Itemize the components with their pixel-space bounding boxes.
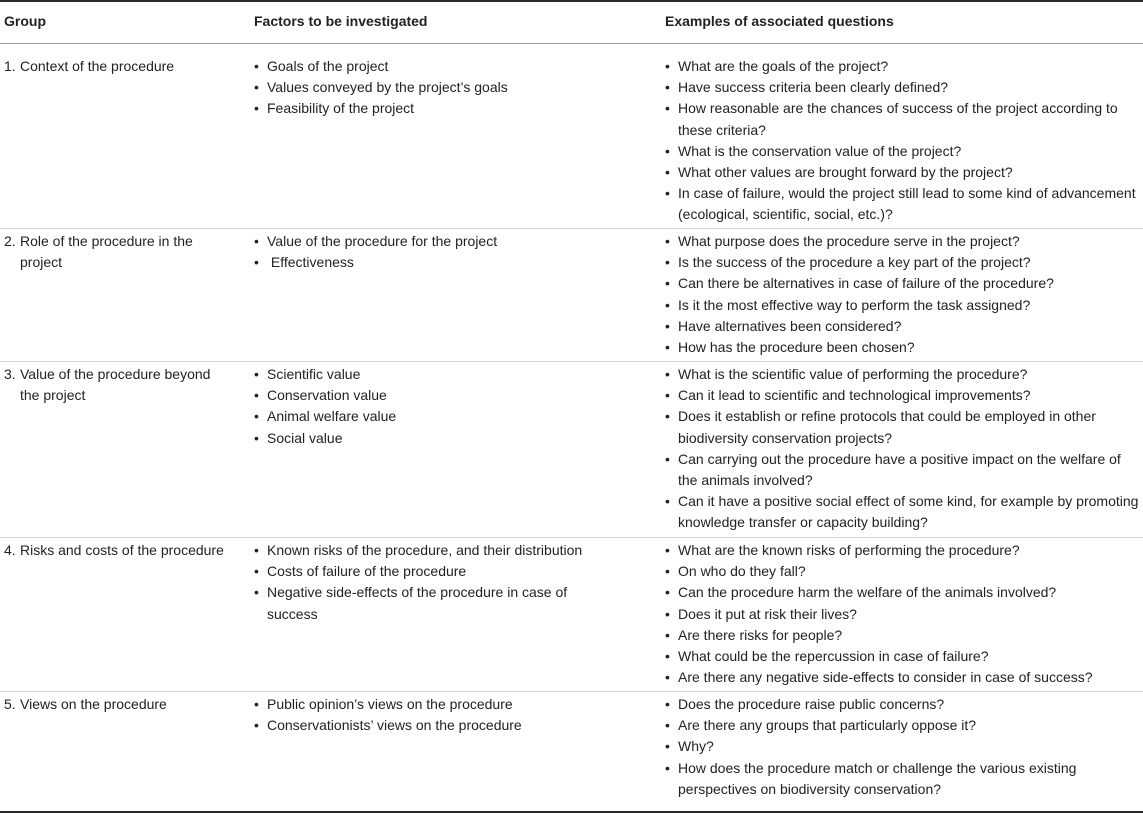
question-item: • Does it establish or refine protocols that could be employed in other biodiversity conservation projects?: [665, 408, 1096, 446]
header-group: Group: [4, 13, 46, 29]
group-name: Risks and costs of the procedure: [20, 542, 224, 558]
row-2-factors: [254, 231, 624, 273]
row-divider: [0, 537, 1143, 538]
row-2-group: [4, 231, 229, 273]
factor-item: • Scientific value: [254, 366, 361, 382]
factor-item: • Values conveyed by the project’s goals: [254, 79, 508, 96]
factor-item: • Goals of the project: [254, 58, 389, 74]
question-item: • What is the conservation value of the project?: [665, 142, 962, 159]
factor-item: • Social value: [254, 429, 343, 446]
question-item: • Are there any groups that particularly oppose it?: [665, 717, 977, 734]
question-item: • What are the known risks of performing the procedure?: [665, 542, 1020, 558]
header-factors: Factors to be investigated: [254, 13, 428, 29]
table-bottom-rule: [0, 811, 1143, 813]
group-name: Context of the procedure: [20, 58, 175, 74]
row-3-factors: [254, 364, 624, 449]
question-item: • Is the success of the procedure a key part of the project?: [665, 254, 1031, 271]
row-divider: [0, 228, 1143, 229]
question-item: • Can the procedure harm the welfare of the animals involved?: [665, 584, 1057, 601]
row-3-group: [4, 364, 229, 406]
group-number: 5.: [4, 696, 16, 712]
header-rule: [0, 43, 1143, 44]
factor-item: • Known risks of the procedure, and their distribution: [254, 542, 583, 558]
question-item: • Can there be alternatives in case of failure of the procedure?: [665, 275, 1054, 292]
group-number: 1.: [4, 58, 16, 74]
question-item: • What purpose does the procedure serve in the project?: [665, 233, 1020, 249]
row-5-group: [4, 694, 229, 715]
factor-item: • Effectiveness: [254, 254, 354, 271]
question-item: • What other values are brought forward by the project?: [665, 164, 1013, 181]
row-1-factors: [254, 56, 624, 120]
row-4-questions: [665, 540, 1143, 688]
row-5-factors: [254, 694, 624, 736]
group-number: 2.: [4, 233, 16, 249]
factor-item: • Animal welfare value: [254, 408, 397, 425]
question-item: • In case of failure, would the project still lead to some kind of advancement (ecological, scientific, social, etc.)?: [665, 185, 1136, 223]
question-item: • How does the procedure match or challenge the various existing perspectives on biodiversity conservation?: [665, 759, 1077, 797]
question-item: • Are there risks for people?: [665, 626, 843, 643]
row-divider: [0, 361, 1143, 362]
factor-item: • Value of the procedure for the project: [254, 233, 498, 249]
row-divider: [0, 691, 1143, 692]
question-item: • On who do they fall?: [665, 563, 806, 580]
factor-item: • Conservation value: [254, 387, 387, 404]
group-name: Value of the procedure beyond the project: [20, 366, 211, 404]
question-item: • Does the procedure raise public concerns?: [665, 696, 945, 712]
question-item: • Can it have a positive social effect of some kind, for example by promoting knowledge transfer or capacity building?: [665, 493, 1139, 531]
row-4-factors: [254, 540, 624, 625]
question-item: • Can carrying out the procedure have a positive impact on the welfare of the animals involved?: [665, 450, 1121, 489]
row-2-questions: [665, 231, 1143, 358]
question-item: • Is it the most effective way to perform the task assigned?: [665, 296, 1031, 313]
row-5-questions: [665, 694, 1143, 800]
question-item: • Are there any negative side-effects to consider in case of success?: [665, 669, 1093, 686]
group-name: Views on the procedure: [20, 696, 167, 712]
question-item: • Can it lead to scientific and technological improvements?: [665, 387, 1031, 404]
question-item: • What could be the repercussion in case of failure?: [665, 648, 989, 665]
row-3-questions: [665, 364, 1143, 534]
question-item: • What are the goals of the project?: [665, 58, 889, 74]
factor-item: • Feasibility of the project: [254, 100, 415, 117]
factor-item: • Negative side-effects of the procedure in case of success: [254, 584, 568, 622]
group-number: 3.: [4, 366, 16, 382]
question-item: • How reasonable are the chances of success of the project according to these criteria?: [665, 100, 1118, 138]
question-item: • Have success criteria been clearly defined?: [665, 79, 949, 96]
table-top-rule: [0, 0, 1143, 2]
factor-item: • Public opinion’s views on the procedure: [254, 696, 513, 712]
factor-item: • Costs of failure of the procedure: [254, 563, 467, 580]
question-item: • How has the procedure been chosen?: [665, 339, 915, 356]
question-item: • Have alternatives been considered?: [665, 317, 902, 334]
group-number: 4.: [4, 542, 16, 558]
row-1-group: [4, 56, 229, 77]
factor-item: • Conservationists’ views on the procedure: [254, 717, 522, 734]
question-item: • What is the scientific value of performing the procedure?: [665, 366, 1028, 382]
question-item: • Why?: [665, 738, 714, 755]
header-questions: Examples of associated questions: [665, 13, 894, 29]
row-1-questions: [665, 56, 1143, 226]
group-name: Role of the procedure in the project: [20, 233, 193, 271]
question-item: • Does it put at risk their lives?: [665, 605, 857, 622]
row-4-group: [4, 540, 229, 561]
